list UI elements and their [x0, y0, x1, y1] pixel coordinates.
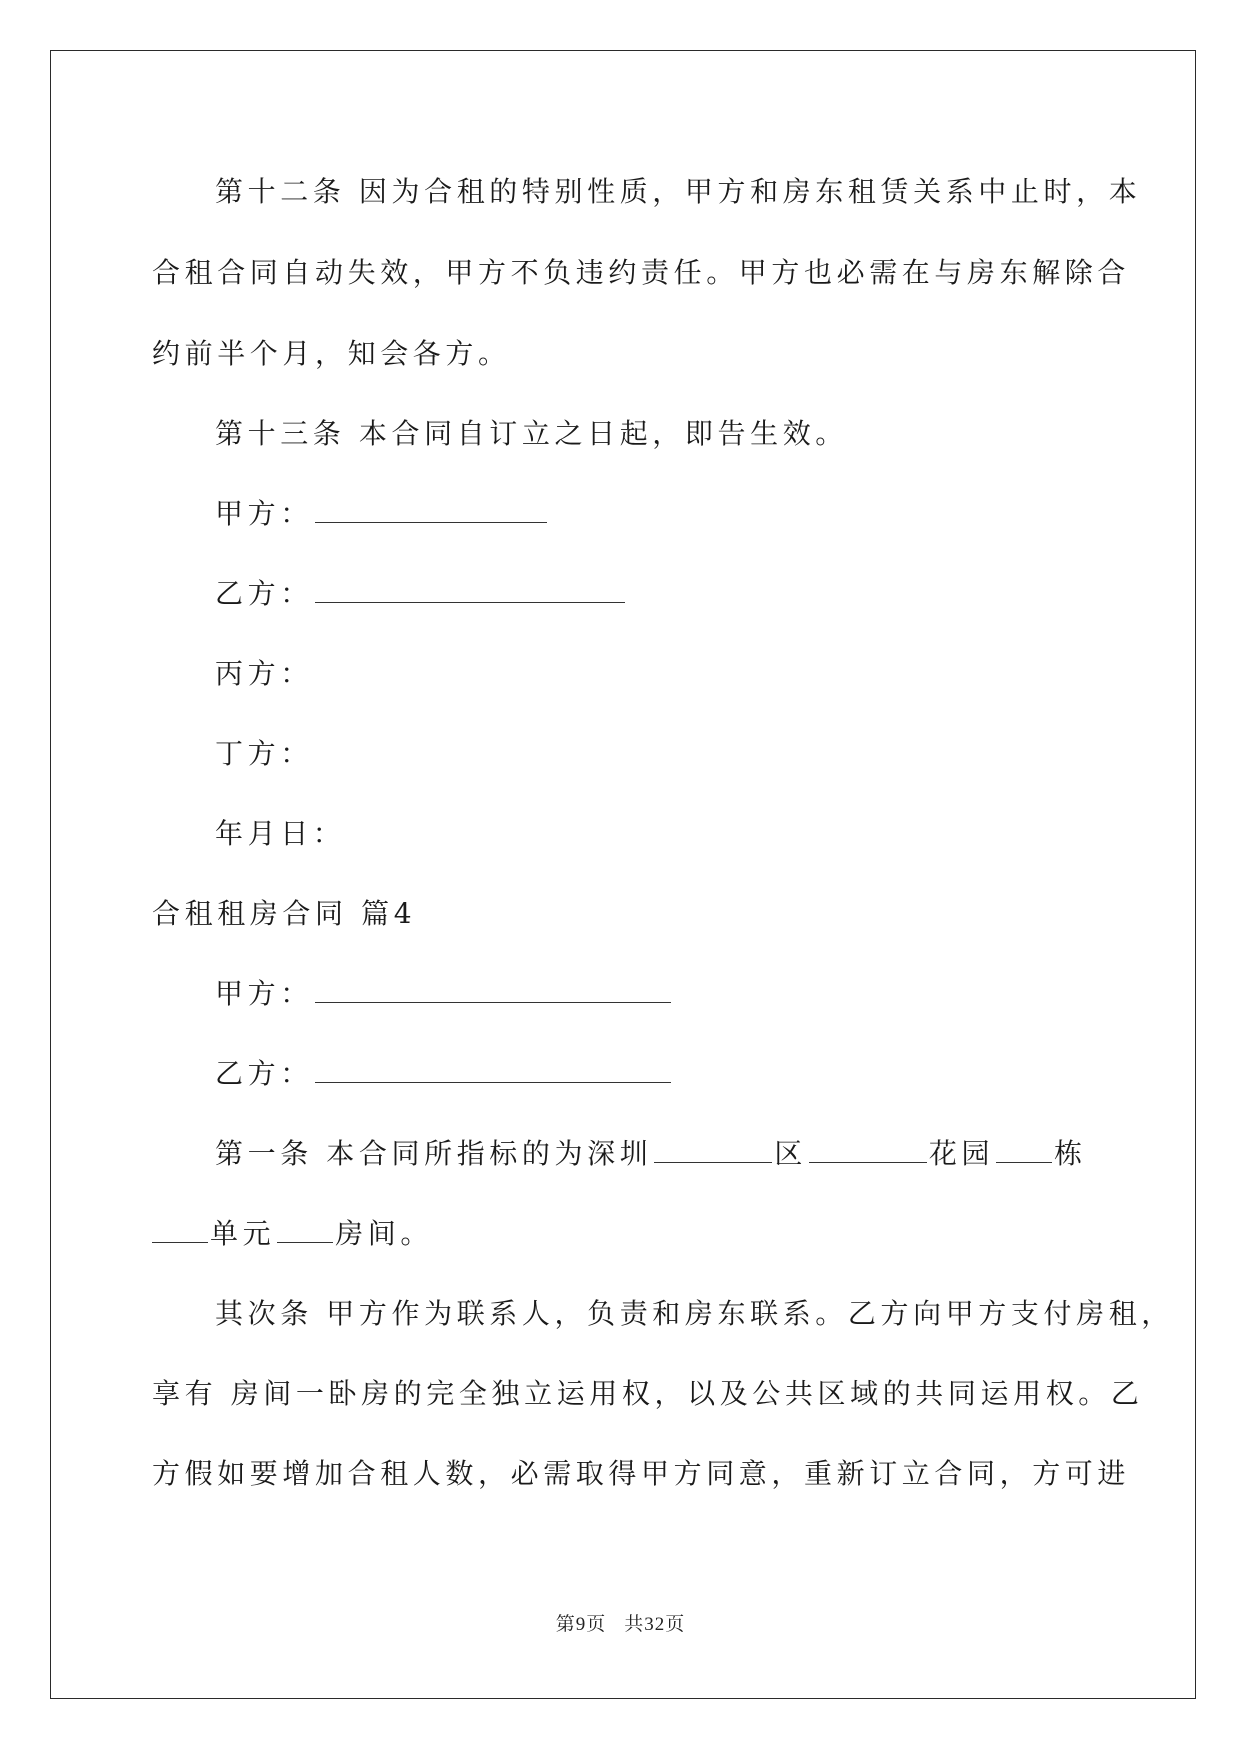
footer-page-prefix: 第: [555, 1613, 576, 1635]
article-1-line-2: [152, 1214, 433, 1254]
article-13: 第十三条 本合同自订立之日起，即告生效。: [215, 417, 848, 450]
party-b-blank: [315, 576, 625, 603]
article-12-line-2: 合租合同自动失效，甲方不负违约责任。甲方也必需在与房东解除合: [152, 256, 1131, 289]
article-2-line-1: 其次条 甲方作为联系人，负责和房东联系。乙方向甲方支付房租，: [215, 1297, 1174, 1330]
building-blank: [996, 1136, 1052, 1163]
party-a2-label: 甲方：: [215, 977, 313, 1010]
article-12-line-3: 约前半个月，知会各方。: [152, 337, 511, 370]
party-c-label: 丙方：: [215, 657, 313, 690]
footer-page-total: 32: [644, 1614, 666, 1635]
signature-party-a-2: [215, 974, 673, 1014]
room-blank: [277, 1216, 333, 1243]
article-1-building: 栋: [1054, 1137, 1087, 1170]
unit-blank: [152, 1216, 208, 1243]
party-a-blank: [315, 496, 547, 523]
page-border: [50, 50, 1196, 1699]
signature-party-b-2: [215, 1054, 673, 1094]
garden-blank: [809, 1136, 927, 1163]
party-b2-blank: [315, 1056, 671, 1083]
article-1-room: 房间。: [335, 1217, 434, 1250]
footer-page-unit: 页: [586, 1613, 607, 1635]
article-2-line-3: 方假如要增加合租人数，必需取得甲方同意，重新订立合同，方可进: [152, 1457, 1131, 1490]
signature-party-a: [215, 494, 549, 534]
footer-page-current: 9: [575, 1614, 587, 1635]
article-1-unit: 单元: [210, 1217, 276, 1250]
footer-total-unit: 页: [665, 1613, 686, 1635]
party-a2-blank: [315, 976, 671, 1003]
party-b-label: 乙方：: [215, 577, 313, 610]
section-heading: 合租租房合同 篇4: [152, 897, 417, 930]
district-blank: [654, 1136, 772, 1163]
article-12-line-1: 第十二条 因为合租的特别性质，甲方和房东租赁关系中止时，本: [215, 175, 1142, 208]
signature-party-b: [215, 574, 627, 614]
party-d-label: 丁方：: [215, 737, 313, 770]
date-label: 年月日：: [215, 817, 346, 850]
article-1-prefix: 第一条 本合同所指标的为深圳: [215, 1137, 653, 1170]
party-b2-label: 乙方：: [215, 1057, 313, 1090]
article-1-line-1: [215, 1134, 1087, 1174]
article-1-district: 区: [774, 1137, 807, 1170]
article-2-line-2: 享有 房间一卧房的完全独立运用权，以及公共区域的共同运用权。乙: [152, 1377, 1144, 1410]
article-1-garden: 花园: [928, 1137, 995, 1170]
footer-total-prefix: 共: [624, 1613, 645, 1635]
page-footer: [0, 1612, 1241, 1637]
party-a-label: 甲方：: [215, 497, 313, 530]
